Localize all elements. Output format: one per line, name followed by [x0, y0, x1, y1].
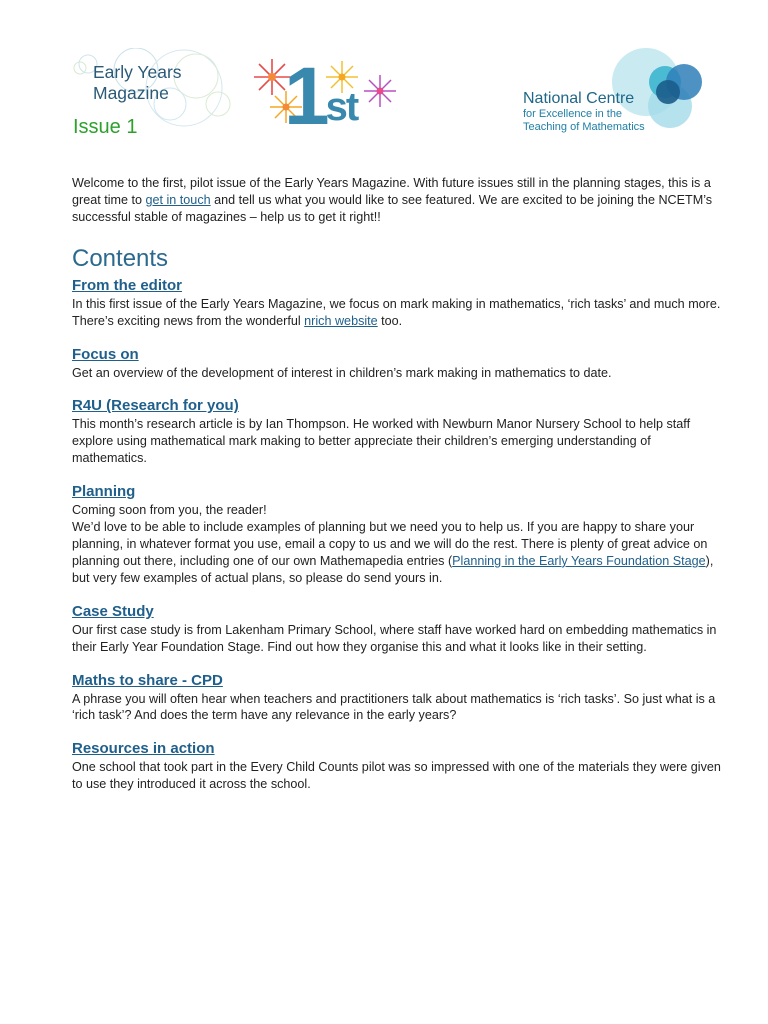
section-maths-to-share [72, 672, 722, 725]
main-content [72, 175, 722, 809]
section-r4u [72, 397, 722, 467]
section-case-study [72, 603, 722, 656]
planning-eyfs-link[interactable]: Planning in the Early Years Foundation Stage [452, 553, 706, 568]
planning-description [72, 519, 722, 587]
r4u-description: This month’s research article is by Ian Thompson. He worked with Newburn Manor Nursery School to help staff explore using mathematical mark making to better appreciate their children’s emerging understanding of mathematics. [72, 417, 691, 466]
first-issue-badge [250, 51, 400, 142]
org-tagline [523, 108, 645, 134]
first-badge-number: 1 [284, 51, 326, 142]
org-name: National Centre [523, 90, 635, 107]
contents-heading: Contents [72, 244, 169, 272]
section-focus-on [72, 346, 722, 382]
nrich-website-link[interactable]: nrich website [304, 313, 378, 328]
magazine-title [93, 62, 182, 104]
maths-to-share-link[interactable]: Maths to share - CPD [72, 671, 223, 689]
page-header [0, 0, 768, 160]
editor-text-start: In this first issue of the Early Years Magazine, we focus on mark making in mathematics, ‘rich tasks’ and much more. There’s exciting news from the wonderful [72, 296, 721, 328]
intro-paragraph [72, 175, 722, 226]
from-the-editor-link[interactable]: From the editor [72, 276, 183, 294]
planning-text-end: ), but very few examples of actual plans, so please do send yours in. [72, 553, 714, 585]
planning-lead: Coming soon from you, the reader! [72, 503, 267, 518]
case-study-description: Our first case study is from Lakenham Primary School, where staff have worked hard on embedding mathematics in their Early Year Foundation Stage. Find out how they organise this and what it looks like in their setting. [72, 622, 717, 654]
editor-text-end: too. [377, 313, 403, 328]
section-from-the-editor [72, 277, 722, 330]
early-years-magazine-logo [66, 48, 236, 148]
section-planning [72, 483, 722, 587]
first-issue-text [284, 51, 358, 142]
org-tagline-line1: for Excellence in the [523, 108, 623, 120]
magazine-title-line1: Early Years [93, 62, 182, 82]
intro-text-end: and tell us what you would like to see featured. We are excited to be joining the NCETM’s successful stable of magazines – help us to get it right!! [72, 192, 713, 224]
editor-description [72, 296, 722, 330]
get-in-touch-link[interactable]: get in touch [145, 192, 211, 207]
magazine-title-line2: Magazine [93, 83, 169, 103]
resources-in-action-link[interactable]: Resources in action [72, 740, 215, 758]
resources-description: One school that took part in the Every Child Counts pilot was so impressed with one of the materials they were given to use they introduced it across the school. [72, 760, 721, 792]
ncetm-logo [520, 44, 720, 144]
focus-on-link[interactable]: Focus on [72, 345, 139, 363]
org-tagline-line2: Teaching of Mathematics [523, 121, 645, 133]
planning-link[interactable]: Planning [72, 483, 136, 501]
maths-to-share-description: A phrase you will often hear when teachers and practitioners talk about mathematics is ‘rich tasks’. So just what is a ‘rich task’? And does the term have any relevance in the early years? [72, 691, 716, 723]
r4u-link[interactable]: R4U (Research for you) [72, 397, 239, 415]
planning-text-start: We’d love to be able to include examples of planning but we need you to help us. If you are happy to share your planning, in whatever format you use, email a copy to us and we will do the rest. There is plenty of great advice on planning out there, including one of our own Mathemapedia entries ( [72, 520, 708, 568]
intro-text-start: Welcome to the first, pilot issue of the Early Years Magazine. With future issues still in the planning stages, this is a great time to [72, 176, 711, 207]
first-badge-suffix: st [325, 85, 358, 129]
issue-label: Issue 1 [73, 116, 138, 138]
focus-description: Get an overview of the development of interest in children’s mark making in mathematics to date. [72, 365, 612, 380]
case-study-link[interactable]: Case Study [72, 602, 154, 620]
section-resources-in-action [72, 740, 722, 793]
